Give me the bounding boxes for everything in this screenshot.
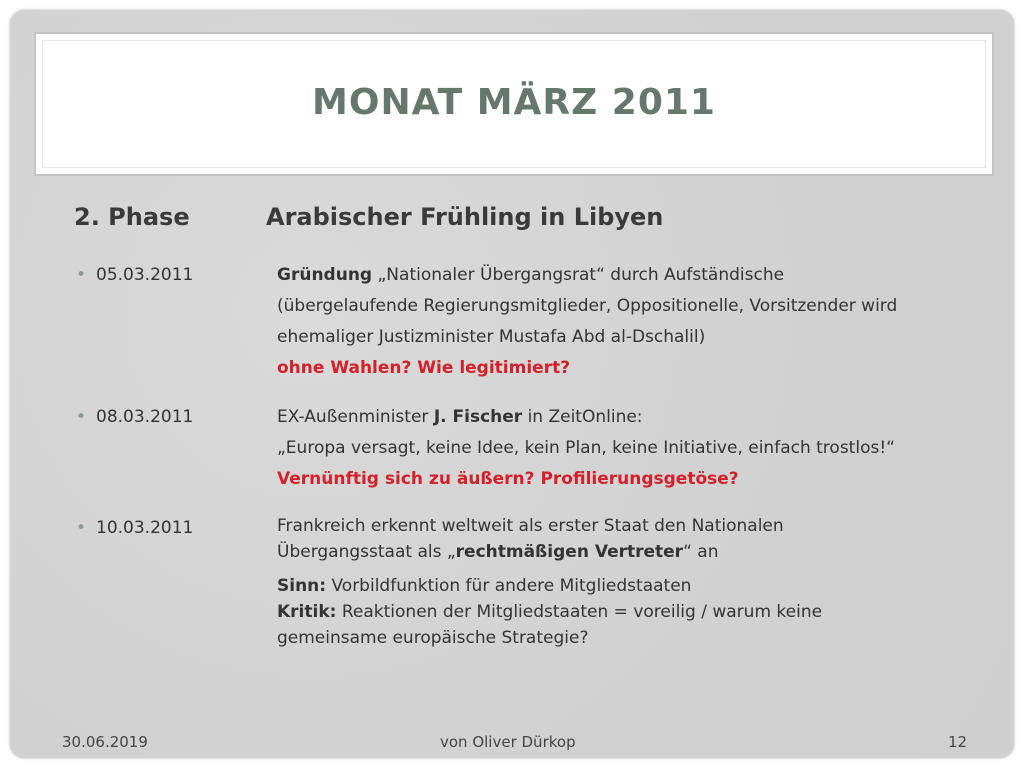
page-number: 12 — [948, 733, 968, 751]
footer-author: von Oliver Dürkop — [440, 733, 576, 751]
timeline-entry — [74, 402, 974, 495]
kritik-label: Kritik: — [277, 602, 337, 622]
slide — [10, 10, 1014, 758]
entry-date: 08.03.2011 — [96, 407, 194, 427]
entry-line — [277, 573, 974, 599]
sinn-label: Sinn: — [277, 576, 327, 596]
bullet-icon: • — [76, 265, 87, 285]
timeline-entry — [74, 513, 974, 651]
bold-text: rechtmäßigen Vertreter — [455, 542, 684, 562]
entry-date: 05.03.2011 — [96, 265, 194, 285]
text-span: Übergangsstaat als „ — [277, 542, 456, 562]
entry-line — [277, 260, 974, 291]
bold-text: J. Fischer — [433, 407, 523, 427]
text-span: „Nationaler Übergangsrat“ durch Aufständische — [372, 265, 785, 285]
entry-date: 10.03.2011 — [96, 518, 194, 538]
bullet-icon: • — [76, 518, 87, 538]
entry-line — [277, 539, 974, 565]
title-box — [34, 32, 994, 176]
entry-line: ehemaliger Justizminister Mustafa Abd al-Dschalil) — [277, 327, 706, 347]
entry-line: gemeinsame europäische Strategie? — [277, 628, 589, 648]
text-span: Reaktionen der Mitgliedstaaten = voreilig / warum keine — [336, 602, 823, 622]
entry-quote: „Europa versagt, keine Idee, kein Plan, keine Initiative, einfach trostlos!“ — [277, 438, 895, 458]
entry-line: Frankreich erkennt weltweit als erster Staat den Nationalen — [277, 516, 784, 536]
phase-label: 2. Phase — [74, 203, 190, 231]
text-span: Vorbildfunktion für andere Mitgliedstaaten — [326, 576, 692, 596]
entry-text — [277, 260, 974, 384]
entry-text — [277, 513, 974, 651]
entry-comment: ohne Wahlen? Wie legitimiert? — [277, 358, 571, 378]
entry-comment: Vernünftig sich zu äußern? Profilierungsgetöse? — [277, 469, 739, 489]
timeline-entry — [74, 260, 974, 384]
text-span: EX-Außenminister — [277, 407, 434, 427]
text-span: “ an — [683, 542, 719, 562]
entry-line: (übergelaufende Regierungsmitglieder, Oppositionelle, Vorsitzender wird — [277, 296, 898, 316]
slide-content — [74, 202, 974, 651]
text-span: in ZeitOnline: — [522, 407, 643, 427]
bold-text: Gründung — [277, 265, 373, 285]
phase-heading — [74, 202, 974, 242]
entry-line — [277, 599, 974, 625]
entry-text — [277, 402, 974, 495]
slide-title: MONAT MÄRZ 2011 — [312, 82, 716, 123]
footer-date: 30.06.2019 — [62, 733, 148, 751]
bullet-icon: • — [76, 407, 87, 427]
entry-line — [277, 402, 974, 433]
phase-title: Arabischer Frühling in Libyen — [266, 203, 664, 231]
